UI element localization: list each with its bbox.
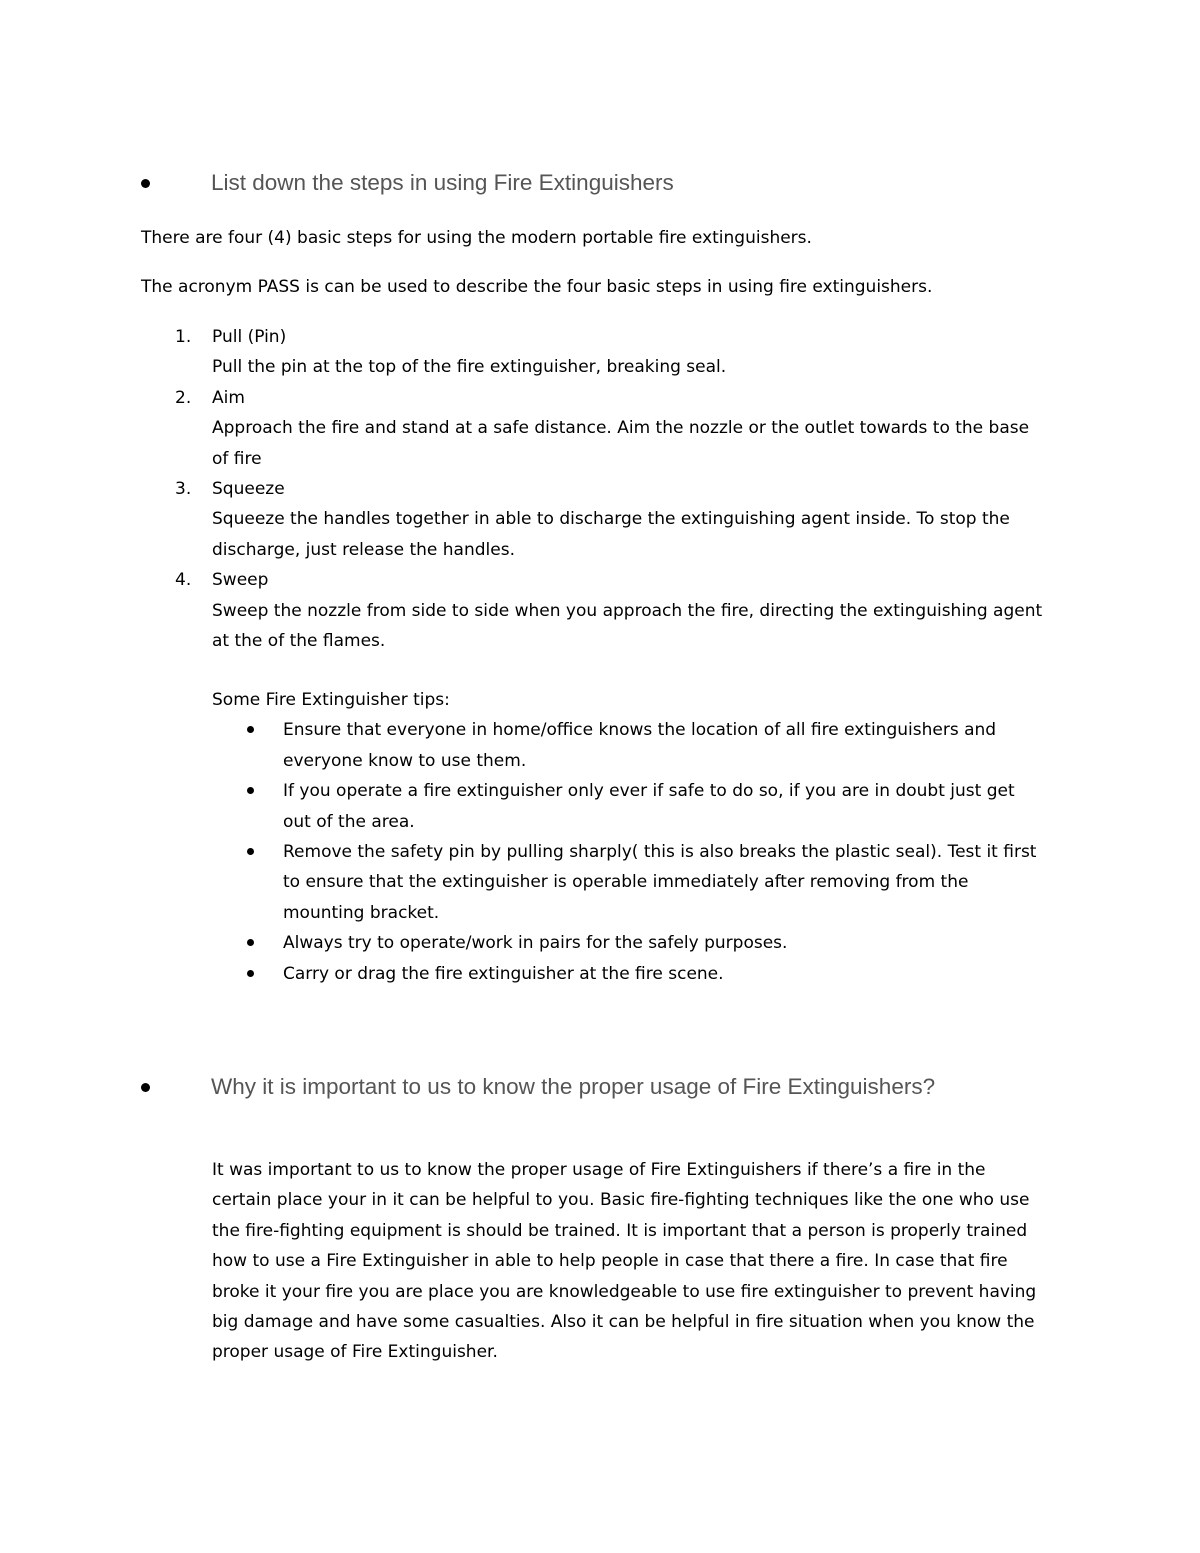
step-description-line: at the of the flames. <box>212 631 386 652</box>
step-number: 3. <box>175 479 192 500</box>
answer-line: It was important to us to know the proper usage of Fire Extinguishers if there’s a fire in the <box>212 1160 986 1180</box>
tip-line: Ensure that everyone in home/office knows the location of all fire extinguishers and <box>283 720 997 741</box>
intro-paragraph-1: There are four (4) basic steps for using the modern portable fire extinguishers. <box>141 228 812 248</box>
bullet-icon <box>247 848 254 855</box>
tip-line: If you operate a fire extinguisher only ever if safe to do so, if you are in doubt just get <box>283 781 1015 802</box>
step-number: 1. <box>175 327 192 347</box>
step-title: Pull (Pin) <box>212 327 287 347</box>
tip-line: Carry or drag the fire extinguisher at the fire scene. <box>283 963 724 984</box>
tip-line: to ensure that the extinguisher is operable immediately after removing from the <box>283 872 969 893</box>
tip-item <box>212 959 1092 989</box>
tip-item <box>212 928 1092 958</box>
tip-item <box>212 776 1092 837</box>
tip-line: mounting bracket. <box>283 902 440 923</box>
section-1-heading-text: List down the steps in using Fire Extinguishers <box>211 170 674 195</box>
bullet-icon <box>247 726 254 733</box>
answer-line: proper usage of Fire Extinguisher. <box>212 1342 498 1363</box>
tips-list <box>212 715 1092 989</box>
step-description-line: of fire <box>212 448 262 469</box>
answer-line: certain place your in it can be helpful to you. Basic fire-fighting techniques like the one who use <box>212 1190 1030 1211</box>
tip-line: everyone know to use them. <box>283 750 527 771</box>
step-item <box>141 383 1101 474</box>
step-description-line: discharge, just release the handles. <box>212 539 515 560</box>
tips-title: Some Fire Extinguisher tips: <box>212 690 450 710</box>
step-number: 2. <box>175 387 192 408</box>
bullet-icon <box>247 970 254 977</box>
step-title: Aim <box>212 387 245 408</box>
tip-line: out of the area. <box>283 811 415 832</box>
step-description-line: Pull the pin at the top of the fire extinguisher, breaking seal. <box>212 357 727 378</box>
heading-bullet-icon <box>141 1083 150 1092</box>
step-description-line: Approach the fire and stand at a safe distance. Aim the nozzle or the outlet towards to the base <box>212 418 1030 439</box>
step-title: Sweep <box>212 570 269 591</box>
answer-paragraph <box>212 1155 1092 1368</box>
answer-line: big damage and have some casualties. Also it can be helpful in fire situation when you know the <box>212 1312 1035 1333</box>
pass-steps-list <box>141 322 1101 656</box>
step-item <box>141 565 1101 656</box>
tip-line: Remove the safety pin by pulling sharply( this is also breaks the plastic seal). Test it first <box>283 842 1037 863</box>
bullet-icon <box>247 787 254 794</box>
section-2-heading-text: Why it is important to us to know the proper usage of Fire Extinguishers? <box>211 1074 936 1099</box>
intro-paragraph-2: The acronym PASS is can be used to describe the four basic steps in using fire extinguishers. <box>141 277 933 297</box>
tip-item <box>212 837 1092 928</box>
step-description-line: Squeeze the handles together in able to discharge the extinguishing agent inside. To stop the <box>212 509 1010 530</box>
answer-line: the fire-fighting equipment is should be trained. It is important that a person is properly trained <box>212 1220 1028 1241</box>
heading-bullet-icon <box>141 179 150 188</box>
step-item <box>141 322 1101 383</box>
step-description-line: Sweep the nozzle from side to side when you approach the fire, directing the extinguishing agent <box>212 600 1043 621</box>
step-item <box>141 474 1101 565</box>
answer-line: how to use a Fire Extinguisher in able to help people in case that there a fire. In case that fire <box>212 1251 1008 1272</box>
answer-line: broke it your fire you are place you are knowledgeable to use fire extinguisher to prevent having <box>212 1281 1037 1302</box>
step-number: 4. <box>175 570 192 591</box>
tip-line: Always try to operate/work in pairs for the safely purposes. <box>283 933 788 954</box>
tips-section <box>212 685 1092 989</box>
step-title: Squeeze <box>212 479 285 500</box>
bullet-icon <box>247 939 254 946</box>
tip-item <box>212 715 1092 776</box>
